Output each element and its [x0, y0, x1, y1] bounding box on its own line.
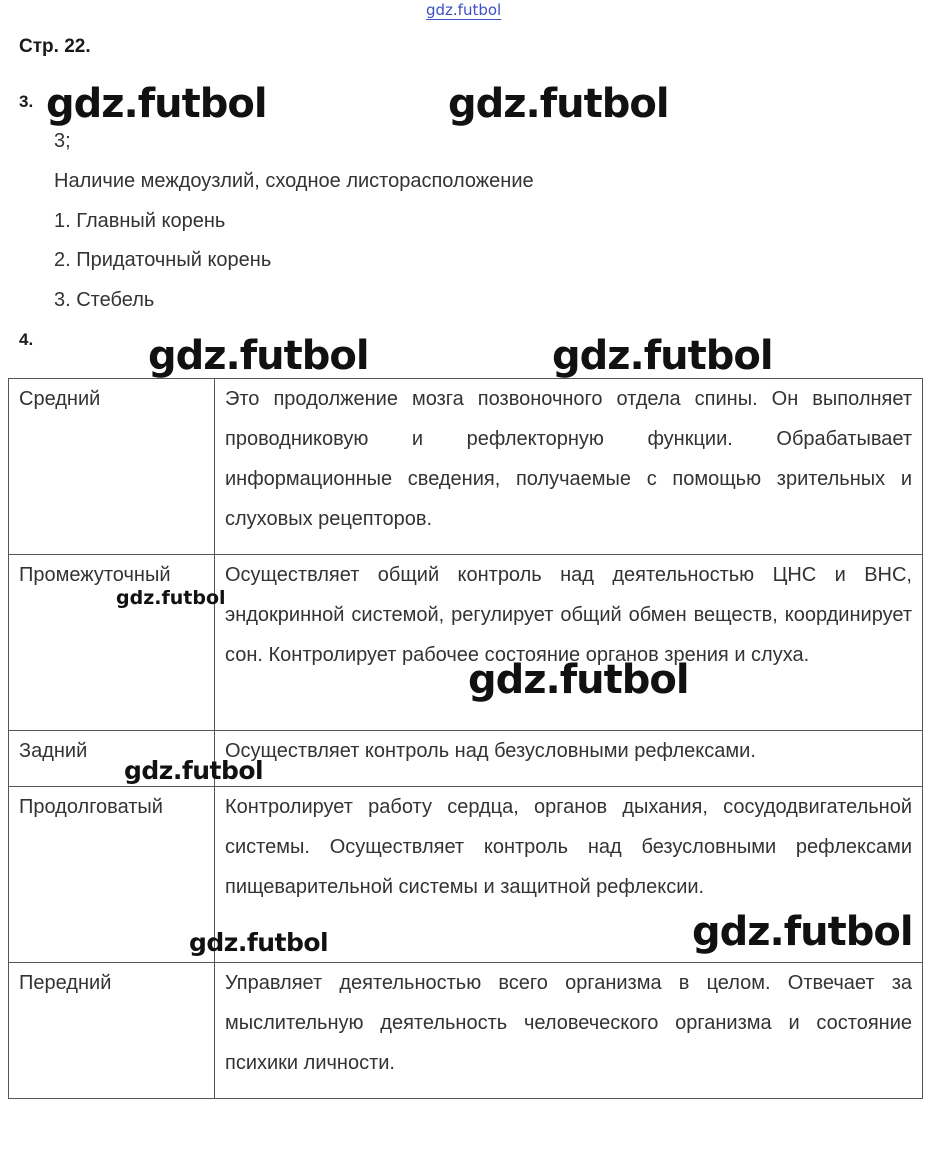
brain-part-name: Промежуточный	[9, 555, 215, 731]
watermark: gdz.futbol	[189, 928, 329, 957]
task-3-answer-line: 2. Придаточный корень	[54, 249, 272, 271]
brain-part-name: Задний	[9, 731, 215, 787]
table-row	[9, 963, 923, 1099]
task-3-answer-line: 1. Главный корень	[54, 210, 226, 232]
watermark: gdz.futbol	[124, 756, 264, 785]
task-3-answer-line: 3. Стебель	[54, 289, 155, 311]
brain-part-description: Контролирует работу сердца, органов дыхания, сосудодвигательной системы. Осуществляет контроль над безусловными рефлексами пищеварительной системы и защитной рефлексии.	[215, 787, 923, 963]
brain-part-description: Осуществляет общий контроль над деятельностью ЦНС и ВНС, эндокринной системой, регулирует общий обмен веществ, координирует сон. Контролирует рабочее состояние органов зрения и слуха.	[215, 555, 923, 731]
task-4-number: 4.	[19, 330, 34, 349]
top-watermark-link[interactable]: gdz.futbol	[426, 1, 502, 19]
brain-part-name: Средний	[9, 379, 215, 555]
watermark: gdz.futbol	[552, 333, 773, 379]
watermark: gdz.futbol	[448, 81, 669, 127]
task-3-number: 3.	[19, 92, 34, 111]
page-reference: Стр. 22.	[19, 36, 91, 57]
brain-part-name: Продолговатый	[9, 787, 215, 963]
table-row	[9, 379, 923, 555]
task-3-answer-line: Наличие междоузлий, сходное листорасположение	[54, 170, 534, 192]
brain-part-description: Управляет деятельностью всего организма в целом. Отвечает за мыслительную деятельность человеческого организма и состояние психики личности.	[215, 963, 923, 1099]
watermark: gdz.futbol	[46, 81, 267, 127]
watermark: gdz.futbol	[692, 909, 913, 955]
watermark: gdz.futbol	[468, 657, 689, 703]
watermark: gdz.futbol	[148, 333, 369, 379]
brain-part-description: Осуществляет контроль над безусловными рефлексами.	[215, 731, 923, 787]
table-row	[9, 555, 923, 731]
task-3-answer-line: 3;	[54, 130, 71, 152]
brain-parts-table	[8, 378, 923, 1099]
watermark: gdz.futbol	[116, 587, 226, 609]
brain-part-description: Это продолжение мозга позвоночного отдела спины. Он выполняет проводниковую и рефлекторную функции. Обрабатывает информационные сведения, получаемые с помощью зрительных и слуховых рецепторов.	[215, 379, 923, 555]
brain-part-name: Передний	[9, 963, 215, 1099]
